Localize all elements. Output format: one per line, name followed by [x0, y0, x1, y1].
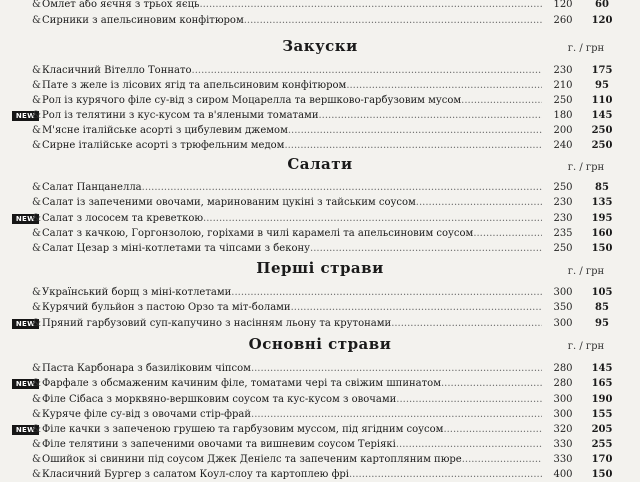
ampersand-icon: &: [32, 394, 41, 405]
dot-leader: [288, 123, 542, 138]
menu-item-row: [0, 63, 640, 78]
ampersand-icon: &: [32, 80, 41, 91]
dot-leader: [142, 180, 542, 195]
item-weight: 120: [553, 0, 573, 10]
item-name-wrap: [42, 138, 542, 153]
item-weight: 180: [553, 110, 573, 121]
item-weight: 230: [553, 65, 573, 76]
menu-item-row: [0, 361, 640, 376]
unit-header: г. / грн: [567, 162, 605, 173]
section-title: Салати: [287, 155, 353, 173]
item-weight: 350: [553, 302, 573, 313]
item-name-wrap: [42, 407, 542, 422]
ampersand-icon: &: [32, 469, 41, 480]
item-name: Філе Сібаса з морквяно-вершковим соусом та кус-кусом з овочами: [42, 394, 397, 405]
item-price: 155: [591, 409, 613, 420]
menu-item-row: [0, 180, 640, 195]
new-badge: NEW: [12, 319, 39, 329]
item-weight: 300: [553, 287, 573, 298]
ampersand-icon: &: [32, 318, 41, 329]
section-title: Основні страви: [248, 335, 392, 353]
menu-item-row: [0, 392, 640, 407]
item-price: 165: [591, 378, 613, 389]
menu-item-row: [0, 138, 640, 153]
ampersand-icon: &: [32, 110, 41, 121]
item-price: 95: [595, 80, 609, 91]
new-badge: NEW: [12, 214, 39, 224]
item-name: Паста Карбонара з базиліковим чіпсом: [42, 363, 251, 374]
item-weight: 400: [553, 469, 573, 480]
item-weight: 320: [553, 424, 573, 435]
item-name-wrap: [42, 180, 542, 195]
menu-item-row: [0, 195, 640, 210]
item-price: 205: [591, 424, 613, 435]
item-name-wrap: [42, 123, 542, 138]
dot-leader: [396, 392, 542, 407]
item-name-wrap: [42, 93, 542, 108]
item-name: Український борщ з міні-котлетами: [42, 287, 232, 298]
menu-item-row: [0, 285, 640, 300]
item-name: Салат із запеченими овочами, маринованим цукіні з тайським соусом: [42, 197, 416, 208]
item-name-wrap: [42, 63, 542, 78]
menu-item-row: [0, 93, 640, 108]
item-price: 175: [591, 65, 613, 76]
unit-header: г. / грн: [567, 266, 605, 277]
item-weight: 330: [553, 454, 573, 465]
item-weight: 300: [553, 409, 573, 420]
item-name: Філе качки з запеченою грушею та гарбузовим муссом, під ягідним соусом: [42, 424, 444, 435]
ampersand-icon: &: [32, 424, 41, 435]
dot-leader: [231, 285, 542, 300]
item-weight: 260: [553, 15, 573, 26]
unit-header: г. / грн: [567, 341, 605, 352]
item-price: 250: [591, 140, 613, 151]
item-weight: 250: [553, 182, 573, 193]
ampersand-icon: &: [32, 454, 41, 465]
item-weight: 250: [553, 243, 573, 254]
ampersand-icon: &: [32, 243, 41, 254]
item-price: 145: [591, 363, 613, 374]
item-weight: 330: [553, 439, 573, 450]
item-name: Куряче філе су-від з овочами стір-фрай: [42, 409, 252, 420]
item-name-wrap: [42, 392, 542, 407]
item-name-wrap: [42, 452, 542, 467]
ampersand-icon: &: [32, 302, 41, 313]
dot-leader: [251, 407, 542, 422]
item-price: 110: [591, 95, 613, 106]
item-weight: 300: [553, 318, 573, 329]
ampersand-icon: &: [32, 378, 41, 389]
item-name-wrap: [42, 376, 542, 391]
item-name: Рол із курячого філе су-від з сиром Моцарелла та вершково-гарбузовим мусом: [42, 95, 462, 106]
dot-leader: [346, 78, 542, 93]
item-weight: 300: [553, 394, 573, 405]
item-price: 120: [591, 15, 613, 26]
item-name-wrap: [42, 300, 542, 315]
ampersand-icon: &: [32, 65, 41, 76]
item-name: Рол із телятини з кус-кусом та в'ялеными томатами: [42, 110, 319, 121]
item-name: Сирники з апельсиновим конфітюром: [42, 15, 244, 26]
dot-leader: [319, 108, 543, 123]
item-name-wrap: [42, 78, 542, 93]
ampersand-icon: &: [32, 182, 41, 193]
item-name: Салат з качкою, Горгонзолою, горіхами в чилі карамелі та апельсиновим соусом: [42, 228, 474, 239]
ampersand-icon: &: [32, 125, 41, 136]
new-badge: NEW: [12, 111, 39, 121]
menu-item-row: [0, 300, 640, 315]
item-price: 85: [595, 302, 609, 313]
menu-item-row: [0, 0, 640, 12]
new-badge: NEW: [12, 379, 39, 389]
menu-item-row: [0, 78, 640, 93]
dot-leader: [441, 376, 542, 391]
item-name-wrap: [42, 108, 542, 123]
menu-item-row: [0, 376, 640, 391]
item-name: Омлет або яєчня з трьох яєць: [42, 0, 200, 10]
menu-item-row: [0, 13, 640, 28]
item-name: Класичний Вітелло Тоннато: [42, 65, 192, 76]
ampersand-icon: &: [32, 363, 41, 374]
menu-item-row: [0, 108, 640, 123]
item-name: Класичний Бургер з салатом Коул-слоу та картоплею фрі: [42, 469, 349, 480]
dot-leader: [291, 300, 542, 315]
item-name: Сирне італійське асорті з трюфельним медом: [42, 140, 285, 151]
menu-item-row: [0, 452, 640, 467]
item-name-wrap: [42, 422, 542, 437]
item-name-wrap: [42, 226, 542, 241]
item-price: 160: [591, 228, 613, 239]
item-price: 60: [595, 0, 609, 10]
dot-leader: [391, 316, 542, 331]
ampersand-icon: &: [32, 213, 41, 224]
item-name: Філе телятини з запеченими овочами та вишневим соусом Теріякі: [42, 439, 396, 450]
dot-leader: [396, 437, 542, 452]
item-name: Фарфале з обсмаженим качиним філе, томатами чері та свіжим шпинатом: [42, 378, 441, 389]
section-title: Закуски: [282, 37, 358, 55]
menu-item-row: [0, 407, 640, 422]
item-name-wrap: [42, 13, 542, 28]
item-price: 150: [591, 469, 613, 480]
item-price: 255: [591, 439, 613, 450]
item-name: Салат з лососем та креветкою: [42, 213, 204, 224]
item-weight: 280: [553, 378, 573, 389]
item-name: Салат Панцанелла: [42, 182, 142, 193]
item-name-wrap: [42, 316, 542, 331]
item-name: Салат Цезар з міні-котлетами та чіпсами з бекону: [42, 243, 311, 254]
ampersand-icon: &: [32, 140, 41, 151]
ampersand-icon: &: [32, 439, 41, 450]
dot-leader: [199, 0, 542, 12]
menu-item-row: [0, 316, 640, 331]
ampersand-icon: &: [32, 409, 41, 420]
item-name-wrap: [42, 241, 542, 256]
menu-item-row: [0, 226, 640, 241]
item-weight: 250: [553, 95, 573, 106]
item-price: 170: [591, 454, 613, 465]
item-weight: 210: [553, 80, 573, 91]
item-name-wrap: [42, 195, 542, 210]
item-weight: 230: [553, 213, 573, 224]
new-badge: NEW: [12, 425, 39, 435]
menu-item-row: [0, 422, 640, 437]
ampersand-icon: &: [32, 0, 41, 10]
dot-leader: [461, 93, 542, 108]
item-name: Пате з желе із лісових ягід та апельсиновим конфітюром: [42, 80, 347, 91]
item-name: Курячий бульйон з пастою Орзо та міт-болами: [42, 302, 291, 313]
unit-header: г. / грн: [567, 43, 605, 54]
section-title: Перші страви: [256, 259, 384, 277]
dot-leader: [310, 241, 542, 256]
item-name-wrap: [42, 361, 542, 376]
menu-item-row: [0, 211, 640, 226]
dot-leader: [462, 452, 542, 467]
dot-leader: [416, 195, 542, 210]
item-price: 250: [591, 125, 613, 136]
menu-item-row: [0, 123, 640, 138]
dot-leader: [251, 361, 542, 376]
item-name: М'ясне італійське асорті з цибулевим джемом: [42, 125, 288, 136]
ampersand-icon: &: [32, 228, 41, 239]
dot-leader: [244, 13, 542, 28]
item-name-wrap: [42, 0, 542, 12]
item-name: Ошийок зі свинини під соусом Джек Деніелс та запеченим картопляним пюре: [42, 454, 462, 465]
ampersand-icon: &: [32, 15, 41, 26]
dot-leader: [443, 422, 542, 437]
item-price: 85: [595, 182, 609, 193]
dot-leader: [284, 138, 542, 153]
item-weight: 280: [553, 363, 573, 374]
item-price: 145: [591, 110, 613, 121]
menu-item-row: [0, 437, 640, 452]
item-weight: 230: [553, 197, 573, 208]
item-price: 195: [591, 213, 613, 224]
ampersand-icon: &: [32, 287, 41, 298]
item-price: 135: [591, 197, 613, 208]
item-price: 150: [591, 243, 613, 254]
item-name: Пряний гарбузовий суп-капучино з насінням льону та крутонами: [42, 318, 392, 329]
item-weight: 235: [553, 228, 573, 239]
item-name-wrap: [42, 437, 542, 452]
menu-item-row: [0, 241, 640, 256]
ampersand-icon: &: [32, 197, 41, 208]
item-price: 105: [591, 287, 613, 298]
dot-leader: [473, 226, 542, 241]
item-weight: 240: [553, 140, 573, 151]
item-name-wrap: [42, 211, 542, 226]
ampersand-icon: &: [32, 95, 41, 106]
item-weight: 200: [553, 125, 573, 136]
item-price: 95: [595, 318, 609, 329]
item-price: 190: [591, 394, 613, 405]
item-name-wrap: [42, 285, 542, 300]
dot-leader: [192, 63, 542, 78]
dot-leader: [203, 211, 542, 226]
